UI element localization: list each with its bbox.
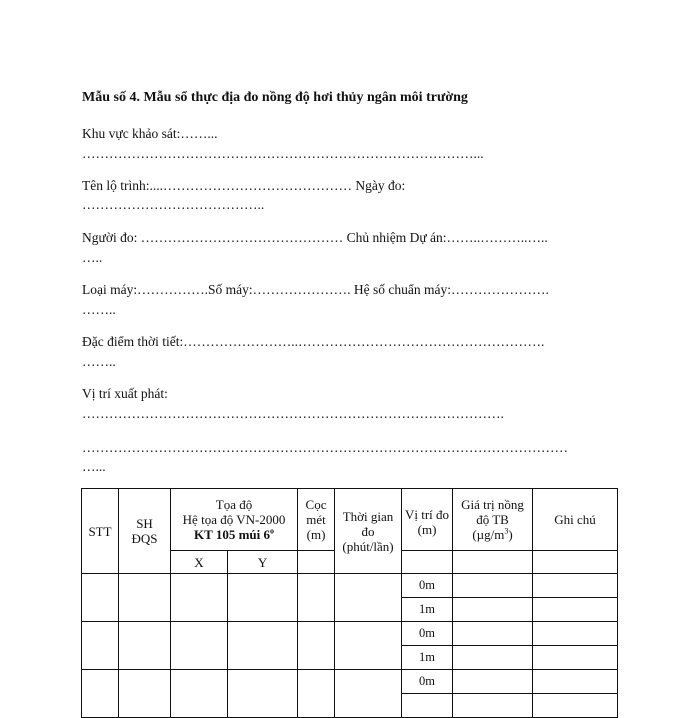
header-stake-meter: Cọc mét (m)	[298, 489, 335, 551]
header-notes: Ghi chú	[533, 489, 618, 551]
table-row	[82, 622, 618, 646]
position-cell: 0m	[402, 670, 453, 694]
header-empty	[533, 551, 618, 574]
header-position: Vị trí đo (m)	[402, 489, 453, 551]
extra-dotted-line: ………………………………………………………………………………………………	[82, 440, 568, 455]
position-cell: 0m	[402, 622, 453, 646]
header-coordinates: Tọa độ Hệ tọa độ VN-2000 KT 105 múi 6$^o$	[171, 489, 298, 551]
extra-dotted-line-continued: …...	[82, 459, 106, 474]
start-location-field: Vị trí xuất phát:	[82, 386, 168, 401]
table-row	[82, 670, 618, 694]
header-sh-dqs: SH ĐQS	[119, 489, 171, 574]
header-x: X	[171, 551, 228, 574]
header-empty	[298, 551, 335, 574]
start-location-field-continued: ………………………………………………………………………………….	[82, 406, 504, 421]
survey-area-field: Khu vực khảo sát:……...	[82, 126, 218, 141]
survey-area-field-continued: ……………………………………………………………………………...	[82, 146, 484, 161]
device-info-field: Loại máy:…………….Số máy:…………………. Hệ số chuẩn máy:………………….	[82, 282, 549, 297]
header-y: Y	[228, 551, 298, 574]
position-cell: 0m	[402, 574, 453, 598]
header-empty	[402, 551, 453, 574]
measurer-project-lead-field: Người đo: ……………………………………… Chủ nhiệm Dự án:……..………..…..	[82, 230, 548, 245]
position-cell: 1m	[402, 598, 453, 622]
position-cell: 1m	[402, 646, 453, 670]
measurement-table	[81, 488, 618, 718]
device-info-field-continued: ……..	[82, 302, 116, 317]
table-row	[82, 574, 618, 598]
header-measure-time: Thời gian đo (phút/lần)	[335, 489, 402, 574]
header-avg-concentration: Giá trị nồng độ TB $(\mu g/m^3)$	[453, 489, 533, 551]
form-title: Mẫu số 4. Mẫu sổ thực địa đo nồng độ hơi thủy ngân môi trường	[82, 90, 468, 105]
measurer-project-lead-field-continued: …..	[82, 250, 103, 265]
route-name-date-field: Tên lộ trình:....…………………………………… Ngày đo:	[82, 178, 406, 193]
weather-field-continued: ……..	[82, 354, 116, 369]
header-stt: STT	[82, 489, 119, 574]
route-name-date-field-continued: …………………………………..	[82, 197, 265, 212]
weather-field: Đặc điểm thời tiết:……………………..……………………………………………….	[82, 334, 545, 349]
header-empty	[453, 551, 533, 574]
